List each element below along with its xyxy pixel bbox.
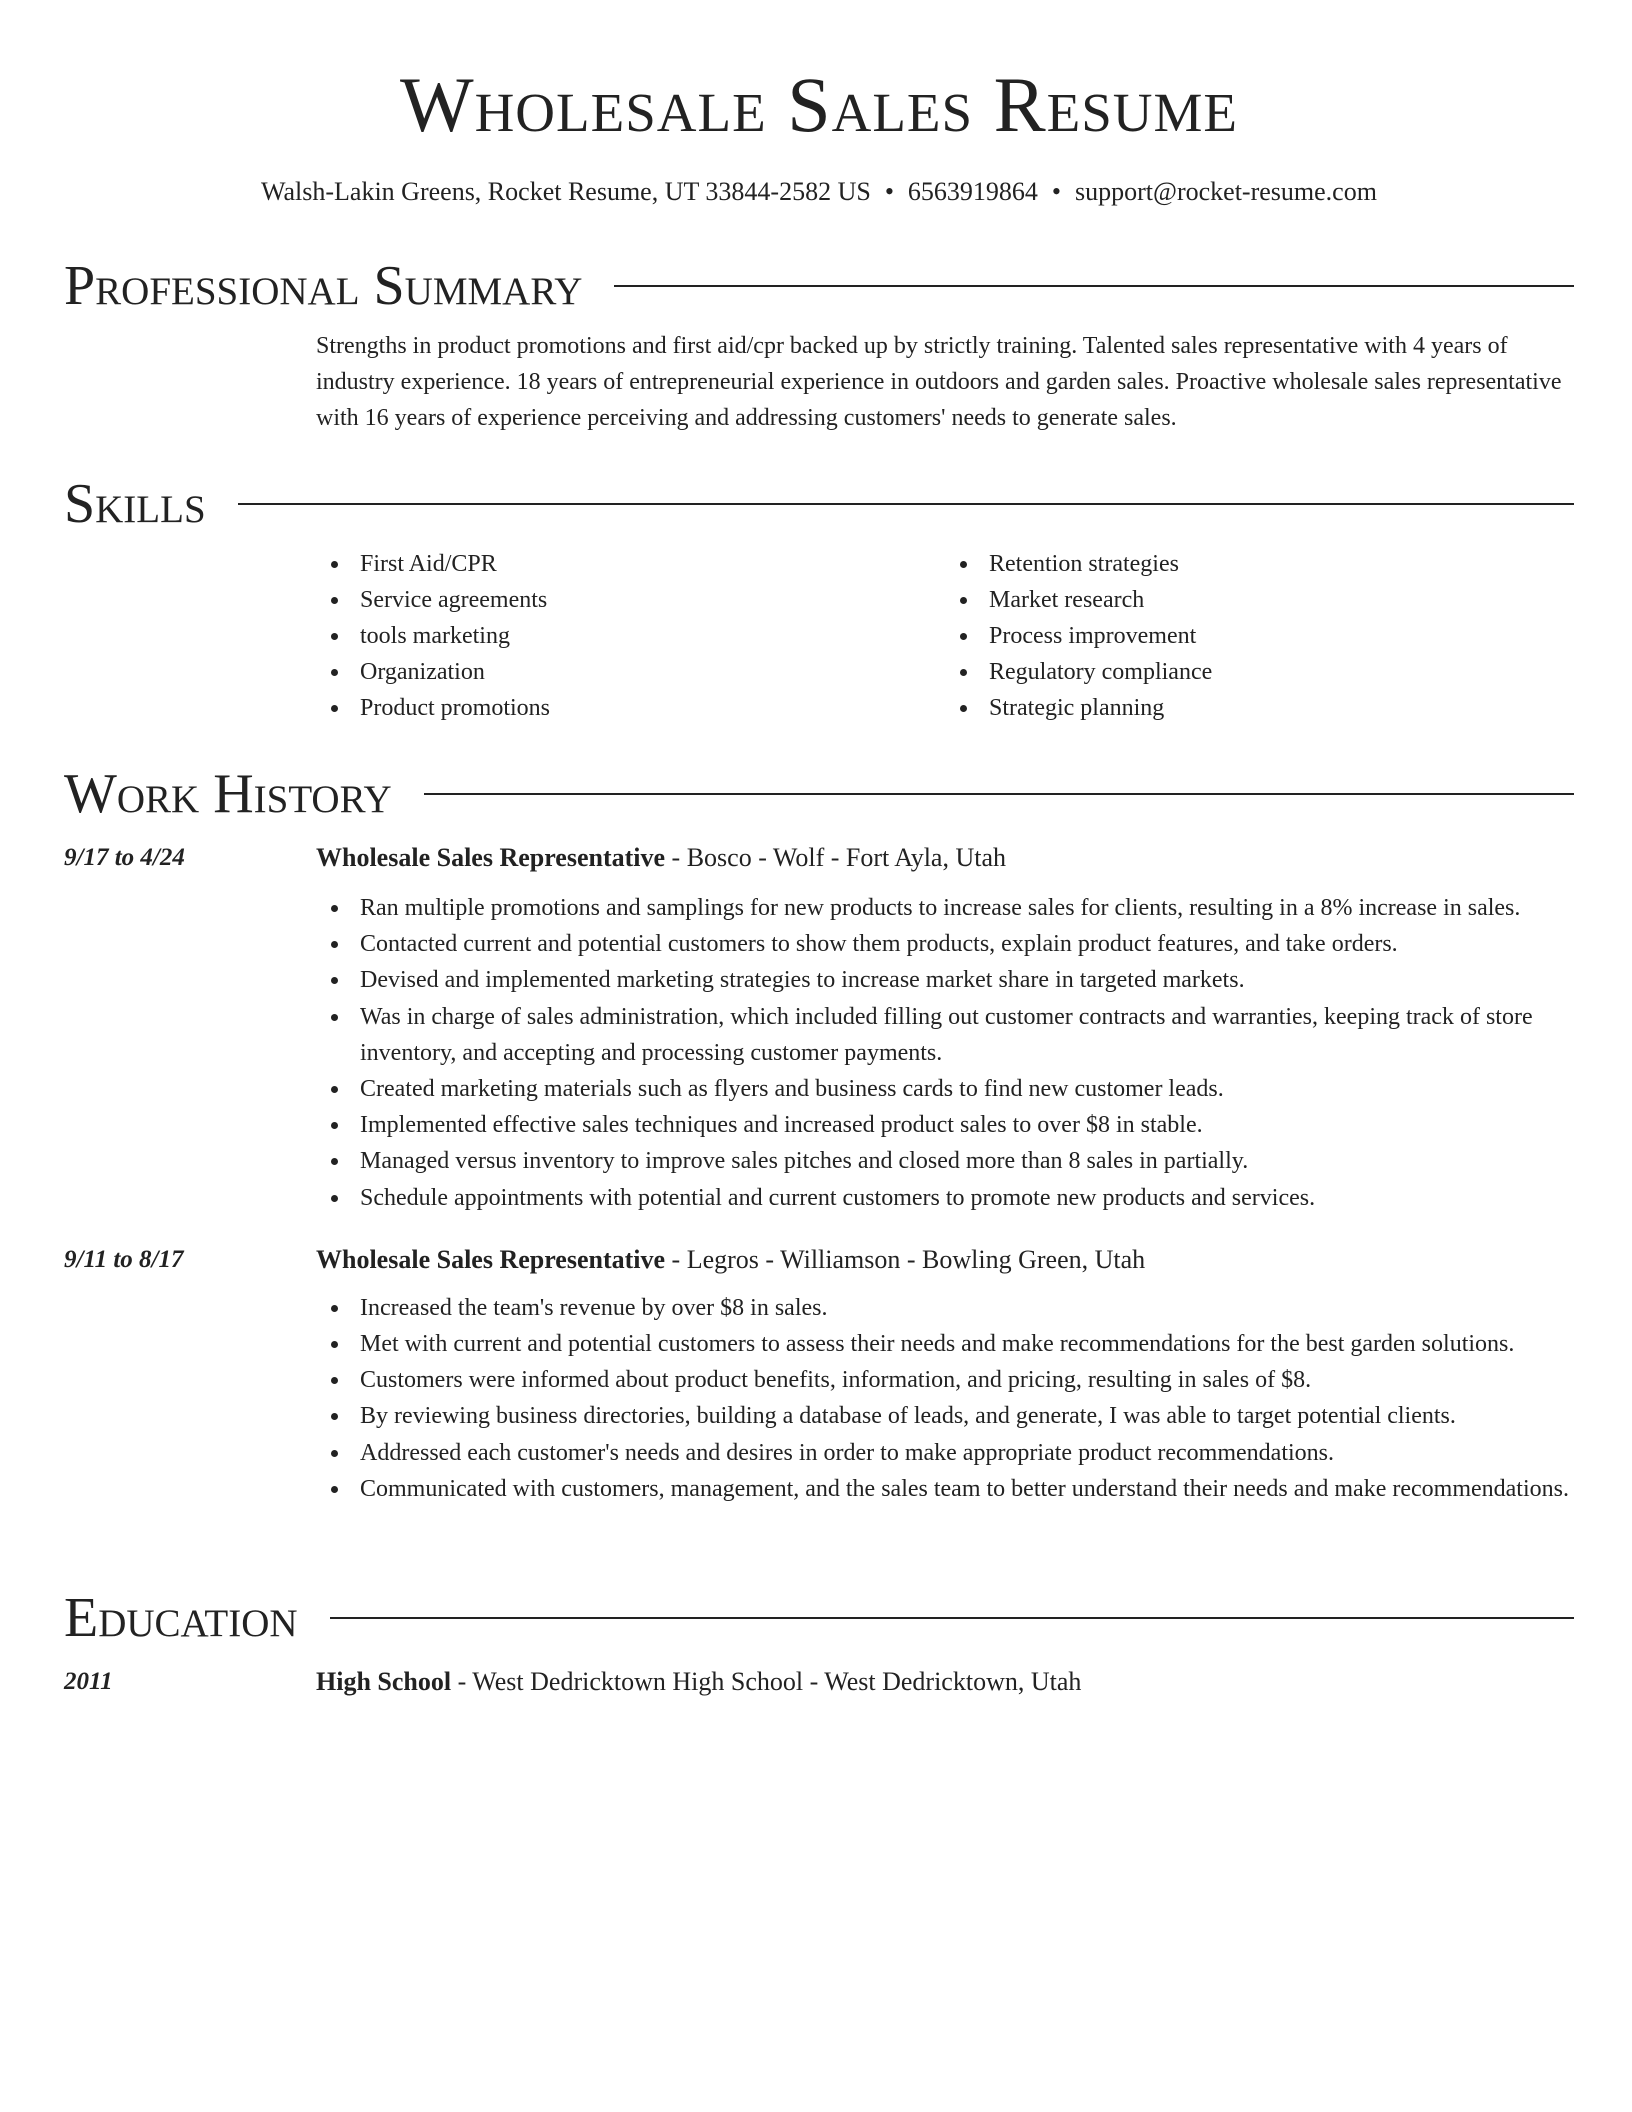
skills-grid	[316, 536, 1574, 726]
education-year: 2011	[64, 1668, 113, 1695]
job-employer-location: - Legros - Williamson - Bowling Green, Utah	[665, 1244, 1146, 1274]
skill-item: Market research	[989, 582, 1574, 618]
contact-separator: •	[884, 177, 894, 206]
education-heading-line	[316, 1664, 1574, 1700]
skills-header	[64, 472, 1574, 536]
summary-text: Strengths in product promotions and first aid/cpr backed up by strictly training. Talented sales representative with 4 years of industry experience. 18 years of entrepreneurial experience in outdoors and garden sales. Proactive wholesale sales representative with 16 years of experience perceiving and addressing customers' needs to generate sales.	[316, 333, 1562, 431]
summary-section	[64, 254, 1574, 436]
job-duties-list	[316, 1290, 1574, 1507]
skills-right-column	[945, 546, 1574, 726]
skill-item: Organization	[360, 654, 945, 690]
skill-item: First Aid/CPR	[360, 546, 945, 582]
job-duty: Customers were informed about product benefits, information, and pricing, resulting in sales of $8.	[360, 1362, 1574, 1398]
skills-left-column	[316, 546, 945, 726]
job-title: Wholesale Sales Representative	[316, 1244, 666, 1274]
job-title: Wholesale Sales Representative	[316, 843, 666, 872]
contact-separator: •	[1051, 177, 1062, 206]
education-section	[64, 1586, 1574, 1700]
job-duty: Contacted current and potential customers to show them products, explain product features, and take orders.	[360, 926, 1574, 962]
skills-section	[64, 472, 1574, 726]
section-divider	[238, 503, 1574, 505]
skill-item: Retention strategies	[989, 546, 1574, 582]
job-duty: Increased the team's revenue by over $8 in sales.	[360, 1290, 1574, 1326]
job-duty: Communicated with customers, management, and the sales team to better understand their needs and make recommendations.	[360, 1471, 1574, 1507]
skill-item: Process improvement	[989, 618, 1574, 654]
section-divider	[424, 793, 1574, 795]
education-school-location: - West Dedricktown High School - West Dedricktown, Utah	[451, 1667, 1082, 1696]
contact-email: support@rocket-resume.com	[1075, 177, 1377, 206]
resume-title: Wholesale Sales Resume	[399, 61, 1239, 148]
job-duty: Schedule appointments with potential and current customers to promote new products and services.	[360, 1180, 1574, 1216]
skill-item: Regulatory compliance	[989, 654, 1574, 690]
job-duty: Addressed each customer's needs and desires in order to make appropriate product recommendations.	[360, 1435, 1574, 1471]
summary-heading: Professional Summary	[64, 255, 583, 317]
job-duty: Devised and implemented marketing strategies to increase market share in targeted markets.	[360, 962, 1574, 998]
job-duty: Met with current and potential customers to assess their needs and make recommendations for the best garden solutions.	[360, 1326, 1574, 1362]
job-dates: 9/17 to 4/24	[64, 844, 185, 871]
work-history-heading: Work History	[64, 763, 392, 825]
skills-heading: Skills	[64, 473, 206, 535]
section-divider	[330, 1617, 1574, 1619]
skill-item: Product promotions	[360, 690, 945, 726]
summary-content	[316, 318, 1574, 436]
contact-address: Walsh-Lakin Greens, Rocket Resume, UT 33844-2582 US	[261, 177, 871, 206]
section-divider	[614, 285, 1574, 287]
skill-item: Strategic planning	[989, 690, 1574, 726]
contact-phone: 6563919864	[907, 177, 1038, 206]
job-duty: Ran multiple promotions and samplings for new products to increase sales for clients, resulting in a 8% increase in sales.	[360, 890, 1574, 926]
job-duty: By reviewing business directories, building a database of leads, and generate, I was able to target potential clients.	[360, 1398, 1574, 1434]
education-header	[64, 1586, 1574, 1650]
job-duty: Was in charge of sales administration, which included filling out customer contracts and warranties, keeping track of store inventory, and accepting and processing customer payments.	[360, 999, 1574, 1071]
work-history-section	[64, 762, 1574, 1507]
job-duty: Implemented effective sales techniques and increased product sales to over $8 in stable.	[360, 1107, 1574, 1143]
job-duty: Managed versus inventory to improve sales pitches and closed more than 8 sales in partially.	[360, 1143, 1574, 1179]
job-heading	[316, 1242, 1574, 1278]
job-duty: Created marketing materials such as flyers and business cards to find new customer leads.	[360, 1071, 1574, 1107]
job-dates: 9/11 to 8/17	[64, 1245, 184, 1273]
job-duties-list	[316, 890, 1574, 1216]
job-employer-location: - Bosco - Wolf - Fort Ayla, Utah	[665, 843, 1006, 872]
work-history-header	[64, 762, 1574, 826]
job-heading	[316, 840, 1574, 876]
skill-item: Service agreements	[360, 582, 945, 618]
job-entry	[64, 1242, 1574, 1507]
contact-line	[64, 176, 1574, 208]
education-entry	[64, 1664, 1574, 1700]
job-entry	[64, 840, 1574, 1216]
education-degree: High School	[316, 1667, 452, 1696]
education-heading: Education	[64, 1587, 298, 1649]
skill-item: tools marketing	[360, 618, 945, 654]
summary-header	[64, 254, 1574, 318]
